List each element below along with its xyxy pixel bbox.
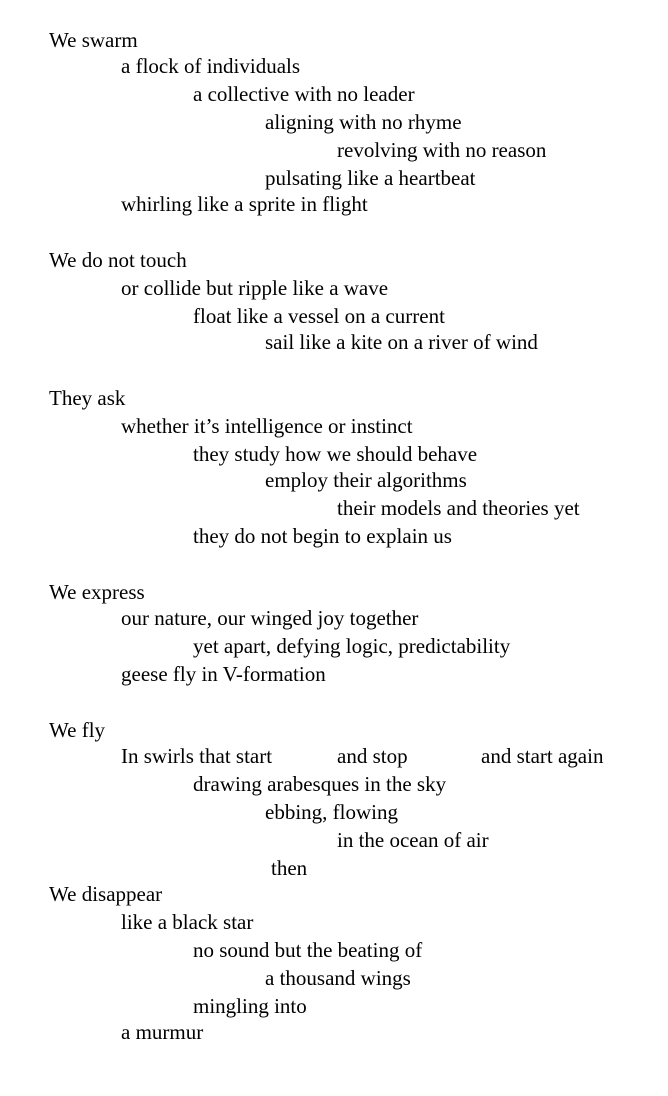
poem-line: yet apart, defying logic, predictability — [193, 634, 511, 658]
poem-line: We do not touch — [49, 248, 187, 272]
poem-line: We fly — [49, 718, 106, 742]
poem-line: pulsating like a heartbeat — [265, 166, 476, 190]
poem-line: or collide but ripple like a wave — [121, 276, 389, 300]
poem-line: they study how we should behave — [193, 442, 478, 466]
poem-line: our nature, our winged joy together — [121, 606, 419, 630]
poem-line: then — [271, 856, 308, 880]
poem-line: float like a vessel on a current — [193, 304, 445, 328]
poem-line: a murmur — [121, 1020, 204, 1044]
poem-line: They ask — [49, 386, 126, 410]
poem-line: a flock of individuals — [121, 54, 301, 78]
poem-line: like a black star — [121, 910, 254, 934]
poem-line: whirling like a sprite in flight — [121, 192, 368, 216]
poem-line: no sound but the beating of — [193, 938, 423, 962]
poem-line: in the ocean of air — [337, 828, 489, 852]
poem-line: We swarm — [49, 28, 138, 52]
poem-line: sail like a kite on a river of wind — [265, 330, 538, 354]
poem-line: geese fly in V-formation — [121, 662, 326, 686]
poem-line: mingling into — [193, 994, 307, 1018]
poem-line: aligning with no rhyme — [265, 110, 462, 134]
poem-line: and stop — [337, 744, 408, 768]
poem-line: their models and theories yet — [337, 496, 580, 520]
poem-line: employ their algorithms — [265, 468, 467, 492]
poem-line: whether it’s intelligence or instinct — [121, 414, 413, 438]
poem-line: ebbing, flowing — [265, 800, 398, 824]
poem-line: a collective with no leader — [193, 82, 415, 106]
poem-line: We disappear — [49, 882, 163, 906]
poem-line: a thousand wings — [265, 966, 411, 990]
poem-line: revolving with no reason — [337, 138, 547, 162]
poem-line: and start again — [481, 744, 604, 768]
poem-line: In swirls that start — [121, 744, 273, 768]
poem-line: drawing arabesques in the sky — [193, 772, 447, 796]
poem-line: they do not begin to explain us — [193, 524, 452, 548]
poem-line: We express — [49, 580, 145, 604]
